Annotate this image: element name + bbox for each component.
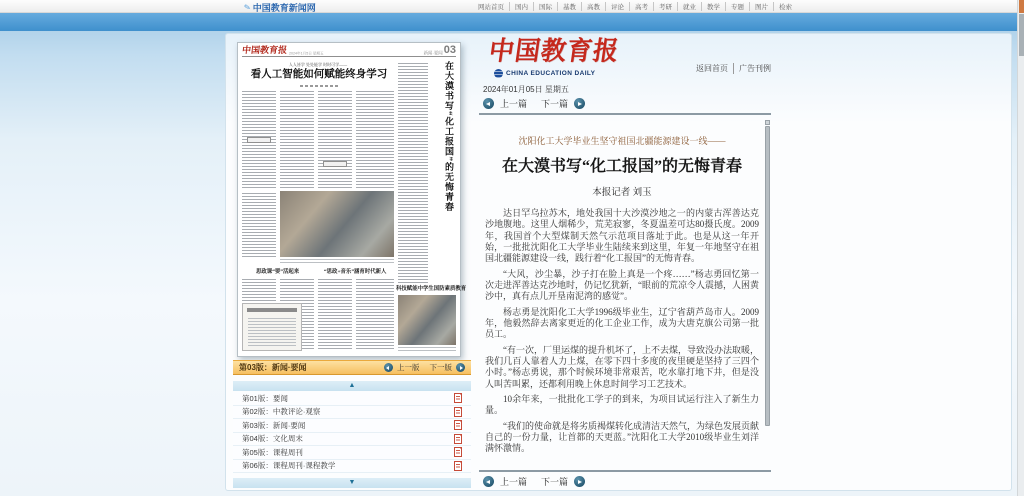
topnav-item-special[interactable]: 专题 bbox=[725, 2, 744, 11]
paper-masthead-logo: 中国教育报 bbox=[241, 45, 288, 55]
prev-article-button[interactable]: 上一篇 bbox=[500, 99, 528, 109]
scrollbar-top-cap[interactable] bbox=[765, 120, 770, 125]
topnav-item-higher-edu[interactable]: 高教 bbox=[581, 2, 600, 11]
ced-brand-en: CHINA EDUCATION DAILY bbox=[506, 70, 596, 77]
article-nav-top bbox=[483, 97, 585, 110]
scrollbar-thumb[interactable] bbox=[1019, 14, 1024, 56]
divider bbox=[479, 470, 771, 472]
newspaper-page-thumbnail[interactable] bbox=[237, 42, 467, 357]
paragraph: 杨志勇是沈阳化工大学1996级毕业生，辽宁省葫芦岛市人。2009年，他毅然辞去离家更近的化工企业工作，成为大唐克旗公司第一批员工。 bbox=[485, 306, 759, 340]
column-subhead-box bbox=[247, 137, 271, 143]
section-label: 第02版：中教评论·观察 bbox=[242, 407, 321, 417]
topnav-item-kaoyan[interactable]: 考研 bbox=[653, 2, 672, 11]
section-row-01[interactable] bbox=[233, 392, 471, 406]
ced-brand-logo: 中国教育报 bbox=[487, 37, 621, 66]
text-column bbox=[318, 91, 352, 189]
next-article-icon[interactable] bbox=[574, 476, 585, 487]
column-subhead-box bbox=[323, 161, 347, 167]
topnav-item-teaching[interactable]: 教学 bbox=[701, 2, 720, 11]
section-row-05[interactable] bbox=[233, 446, 471, 460]
section-row-04[interactable] bbox=[233, 433, 471, 447]
text-column bbox=[280, 91, 314, 189]
next-article-icon[interactable] bbox=[574, 98, 585, 109]
paper-issue-date: 2024年1月5日 星期五 bbox=[289, 51, 324, 56]
section-label: 第05版：课程周刊 bbox=[242, 447, 303, 457]
article-scrollbar-thumb[interactable] bbox=[765, 126, 770, 426]
paper-photo-headline: 科技赋能中学生国防素质教育 bbox=[396, 285, 467, 292]
paragraph: “大风，沙尘暴，沙子打在脸上真是一个疼……”杨志勇回忆第一次走进浑善达克沙地时，仍记忆犹新，“眼前的荒凉令人震撼，人困黄沙中，真有点儿开垦南泥湾的感觉”。 bbox=[485, 268, 759, 302]
text-column bbox=[356, 91, 394, 189]
text-column bbox=[242, 279, 276, 301]
text-column-narrow bbox=[398, 63, 428, 283]
prev-article-icon[interactable] bbox=[483, 476, 494, 487]
prev-article-button[interactable]: 上一篇 bbox=[500, 477, 528, 487]
text-column bbox=[242, 193, 276, 259]
scrollbar-thumb-orange[interactable] bbox=[1019, 0, 1024, 13]
paper-article-kicker: 人人皆学 处处能学 时时可学—— bbox=[288, 62, 348, 67]
back-home-link[interactable]: 返回首页 bbox=[696, 64, 728, 73]
ad-text-lines bbox=[248, 318, 296, 346]
paper-page-number: 03 bbox=[443, 44, 456, 56]
topnav-item-domestic[interactable]: 国内 bbox=[509, 2, 528, 11]
blue-banner bbox=[0, 13, 1024, 31]
text-column bbox=[356, 279, 394, 351]
browser-scrollbar[interactable] bbox=[1017, 0, 1024, 496]
site-logo-text: 中国教育新闻网 bbox=[252, 3, 316, 13]
prev-page-icon[interactable] bbox=[384, 363, 393, 372]
paper-article-headline[interactable]: 看人工智能如何赋能终身学习 bbox=[250, 69, 388, 80]
pen-icon: ✎ bbox=[243, 2, 252, 13]
section-row-06[interactable] bbox=[233, 460, 471, 474]
section-row-02[interactable] bbox=[233, 406, 471, 420]
article-title: 在大漠书写“化工报国”的无悔青春 bbox=[501, 158, 742, 175]
text-column bbox=[318, 279, 352, 351]
pdf-icon[interactable] bbox=[454, 407, 462, 417]
paper-page-label: 新闻·要闻 bbox=[423, 50, 443, 56]
paragraph: “有一次，厂里运煤的提升机坏了，上不去煤，导致没办法取暖，我们几百人靠着人力上煤，在零下四十多度的夜里硬是坚持了三四个小时。”杨志勇说，那个时候环境非常艰苦，吃水靠打地下井，但是没人叫苦叫累，还都利用晚上休息时间学习工艺技术。 bbox=[485, 344, 759, 389]
next-article-button[interactable]: 下一篇 bbox=[541, 477, 569, 487]
article-reader-panel bbox=[479, 34, 779, 492]
topnav-item-home[interactable]: 网站首页 bbox=[478, 4, 504, 11]
paper-subheadline-right[interactable]: “思政+音乐”涵育时代新人 bbox=[323, 268, 387, 275]
expand-down-icon: ▼ bbox=[348, 479, 356, 486]
paper-photo-children bbox=[280, 191, 394, 257]
collapse-strip[interactable] bbox=[233, 381, 471, 391]
pdf-icon[interactable] bbox=[454, 393, 462, 403]
next-page-icon[interactable] bbox=[456, 363, 465, 372]
topnav-item-gaokao[interactable]: 高考 bbox=[629, 2, 648, 11]
photo-caption-lines bbox=[398, 347, 456, 353]
article-scrollbar[interactable] bbox=[765, 120, 771, 470]
article-byline: 本报记者 刘玉 bbox=[592, 188, 652, 198]
paper-subheadline-left[interactable]: 思政课“要”活起来 bbox=[255, 268, 300, 275]
photo-caption-lines bbox=[280, 259, 394, 263]
next-article-button[interactable]: 下一篇 bbox=[541, 99, 569, 109]
issue-date: 2024年01月05日 星期五 bbox=[483, 85, 569, 94]
collapse-up-icon: ▲ bbox=[348, 382, 356, 389]
reader-links bbox=[696, 63, 771, 74]
globe-icon bbox=[494, 69, 503, 78]
topnav-item-international[interactable]: 国际 bbox=[533, 2, 552, 11]
current-page-bar bbox=[233, 360, 471, 375]
section-row-03[interactable] bbox=[233, 419, 471, 433]
paragraph: 达日罕乌拉苏木，地处我国十大沙漠沙地之一的内蒙古浑善达克沙地腹地。这里人烟稀少，荒芜寂寥，冬夏温差可达80摄氏度。2009年，我国首个大型煤制天然气示范项目落址于此。也是从这一年开始，一批批沈阳化工大学毕业生陆续来到这里，年复一年地坚守在祖国北疆能源建设一线，践行着“化工报国”的无悔青春。 bbox=[485, 208, 759, 264]
divider bbox=[479, 113, 771, 115]
topnav-item-jobs[interactable]: 就业 bbox=[677, 2, 696, 11]
content-sheet bbox=[225, 33, 1012, 491]
expand-strip[interactable] bbox=[233, 478, 471, 488]
topnav-item-photos[interactable]: 图片 bbox=[749, 2, 768, 11]
paper-vertical-headline[interactable]: 在大漠书写“化工报国”的无悔青春 bbox=[444, 61, 454, 212]
paper-photo-bottom bbox=[398, 295, 456, 345]
article-kicker: 沈阳化工大学毕业生坚守祖国北疆能源建设一线—— bbox=[518, 136, 726, 146]
article-body bbox=[485, 122, 759, 470]
section-label: 第03版：新闻·要闻 bbox=[242, 420, 306, 430]
paragraph: 10余年来，一批批化工学子的到来，为项目试运行注入了新生力量。 bbox=[485, 393, 759, 416]
article-paragraphs bbox=[485, 208, 759, 455]
topnav-item-basic-edu[interactable]: 基教 bbox=[557, 2, 576, 11]
prev-page-button[interactable]: 上一版 bbox=[397, 363, 420, 372]
topnav-item-search[interactable]: 检索 bbox=[773, 2, 792, 11]
topnav-item-comment[interactable]: 评论 bbox=[605, 2, 624, 11]
paper-ad-box bbox=[242, 303, 302, 351]
pdf-icon[interactable] bbox=[454, 434, 462, 444]
top-bar bbox=[0, 0, 1024, 13]
article-nav-bottom bbox=[483, 475, 585, 488]
paragraph: “我们的使命就是将劣质褐煤转化成清洁天然气，为绿色发展贡献自己的一份力量，让首都的天更蓝。”沈阳化工大学2010级毕业生刘洋满怀激情。 bbox=[485, 420, 759, 454]
section-label: 第04版：文化周末 bbox=[242, 434, 303, 444]
prev-article-icon[interactable] bbox=[483, 98, 494, 109]
ad-title-line bbox=[247, 308, 297, 312]
pdf-icon[interactable] bbox=[454, 420, 462, 430]
section-label: 第01版：要闻 bbox=[242, 393, 288, 403]
pdf-icon[interactable] bbox=[454, 447, 462, 457]
next-page-button[interactable]: 下一版 bbox=[429, 363, 452, 372]
pdf-icon[interactable] bbox=[454, 461, 462, 471]
section-label: 第06版：课程周刊·课程教学 bbox=[242, 461, 336, 471]
ad-rates-link[interactable]: 广告刊例 bbox=[733, 63, 771, 74]
top-nav bbox=[478, 0, 792, 13]
current-page-label: 第03版：新闻·要闻 bbox=[239, 363, 307, 372]
section-list bbox=[233, 392, 471, 473]
paper-masthead bbox=[242, 45, 456, 57]
paper-article-byline-line bbox=[300, 85, 338, 87]
